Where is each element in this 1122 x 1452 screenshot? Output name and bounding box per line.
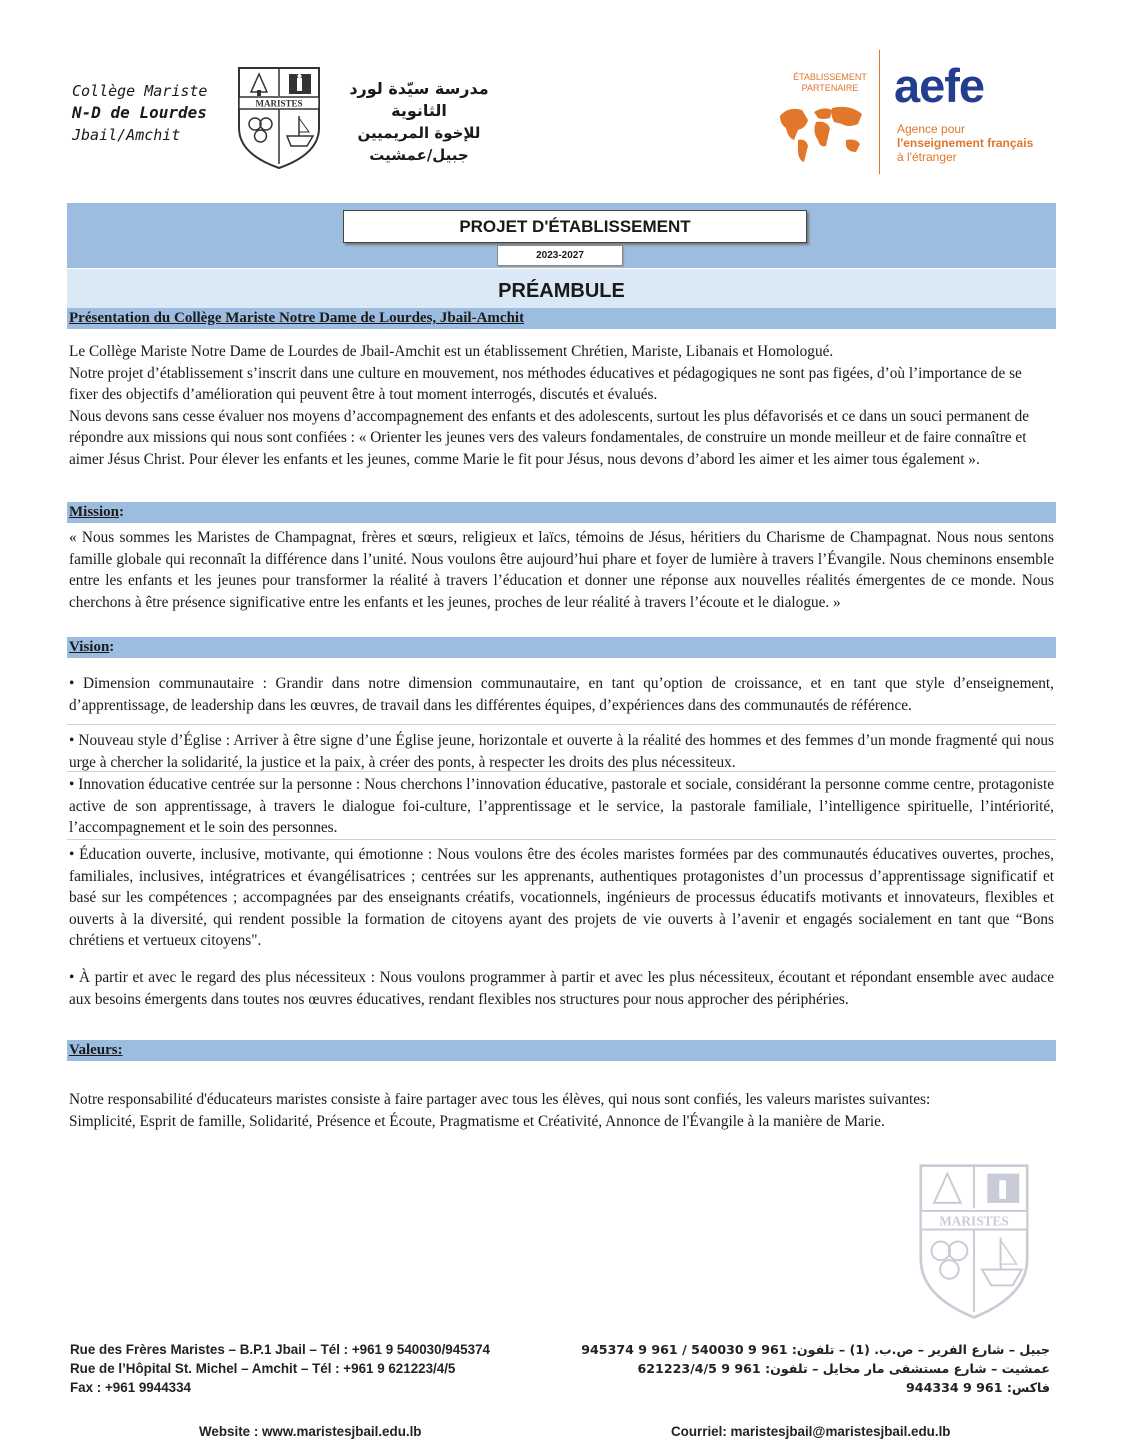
vision-item: • Innovation éducative centrée sur la personne : Nous cherchons l’innovation éducative, pastorale et sociale, considérant la personne comme centre, protagoniste active de son apprentissage, à travers le dialogue foi-culture, l’apprentissage et le service, la pastorale familiale, l’intelligence spirituelle, l’intériorité, l’accompagnement et le soin des personnes. <box>69 776 1054 837</box>
footer-address-fr <box>70 1340 540 1397</box>
presentation-heading: Présentation du Collège Mariste Notre Dame de Lourdes, Jbail-Amchit <box>69 310 525 326</box>
valeurs-bar <box>67 1040 1056 1061</box>
footer-line-ar: جبيل – شارع الفرير – ص.ب. (1) – تلفون: 961 9 540030 / 961 9 945374 <box>581 1342 1050 1357</box>
school-name-ar-line2: للإخوة المريميين <box>357 124 481 142</box>
valeurs-text <box>69 1089 1054 1132</box>
valeurs-heading: Valeurs: <box>69 1042 123 1058</box>
school-name-fr-line1: Collège Mariste <box>72 82 208 100</box>
mission-heading-colon: : <box>119 504 125 520</box>
aefe-partner-line1: ÉTABLISSEMENT <box>793 72 867 82</box>
mission-bar <box>67 502 1056 523</box>
divider <box>67 771 1056 772</box>
mission-text: « Nous sommes les Maristes de Champagnat, frères et sœurs, religieux et laïcs, témoins de Jésus, héritiers du Charisme de Champagnat. Nous nous sentons famille globale qui reconnaît la différence dans l’unité. Nous voulons être aujourd’hui phare et foyer de lumière à travers l’Évangile. Nous cheminons ensemble entre les enfants et les jeunes pour transformer la réalité à travers l’éducation et donner une réponse aux nouvelles réalités émergentes de ce monde. Nous cherchons à être présence significative entre les enfants et les jeunes, proches de leur réalité à travers l’écoute et le dialogue. » <box>69 529 1054 611</box>
watermark-crest-text: MARISTES <box>939 1213 1009 1229</box>
vision-item: • À partir et avec le regard des plus nécessiteux : Nous voulons programmer à partir et avec les plus nécessiteux, écoutant et répondant ensemble avec audace aux besoins émergents dans toutes nos œuvres éducatives, rendant flexibles nos structures pour nous approcher des périphéries. <box>69 969 1054 1008</box>
footer-line: Fax : +961 9944334 <box>70 1380 191 1395</box>
divider <box>67 839 1056 840</box>
aefe-tagline-line2: l'enseignement français <box>897 136 1034 150</box>
school-name-ar-line3: جبيل/عمشيت <box>369 146 469 164</box>
vision-heading-colon: : <box>109 639 115 655</box>
mission-heading-text: Mission <box>69 504 120 520</box>
footer-website-link[interactable]: Website : www.maristesjbail.edu.lb <box>199 1424 422 1439</box>
aefe-separator <box>879 50 880 174</box>
aefe-tagline-line1: Agence pour <box>897 122 966 136</box>
maristes-crest-watermark <box>918 1163 1030 1320</box>
footer-line-ar: فاكس: 961 9 944334 <box>906 1380 1050 1395</box>
vision-heading-text: Vision <box>69 639 110 655</box>
vision-item: • Éducation ouverte, inclusive, motivante, qui émotionne : Nous voulons être des écoles maristes formées par des communautés éducatives ouvertes, proches, familiales, inclusives, intégratrices et évangélisatrices ; centrées sur les apprenants, authentiques protagonistes d’un processus d’apprentissage significatif et basé sur les compétences ; accompagnées par des enseignants créatifs, vocationnels, ingénieurs de processus éducatifs motivants et innovateurs, flexibles et ouverts à la diversité, qui rendent possible la formation de citoyens ayant des projets de vie ouverts à l’avenir et engagés socialement en tant que “Bons chrétiens et vertueux citoyens". <box>69 846 1054 950</box>
aefe-tagline-line3: à l'étranger <box>897 150 957 164</box>
world-map-icon <box>776 100 866 166</box>
footer-line: Rue de l’Hôpital St. Michel – Amchit – Tél : +961 9 621223/4/5 <box>70 1361 456 1376</box>
document-title: PROJET D'ÉTABLISSEMENT <box>343 210 807 243</box>
mission-heading <box>69 502 124 522</box>
presentation-text <box>69 341 1054 471</box>
presentation-paragraph: Le Collège Mariste Notre Dame de Lourdes de Jbail-Amchit est un établissement Chrétien, Mariste, Libanais et Homologué. <box>69 343 834 360</box>
presentation-paragraph: Nous devons sans cesse évaluer nos moyens d’accompagnement des enfants et des adolescents, surtout les plus défavorisés et ce dans un souci permanent de répondre aux missions qui nous sont confiées : « Orienter les jeunes vers des valeurs fondamentales, de construire un monde meilleur et de faire connaître et aimer Jésus Christ. Pour élever les enfants et les jeunes, comme Marie le fit pour Jésus, nous devons d’abord les aimer et les aimer tous également ». <box>69 407 1030 468</box>
vision-heading <box>69 637 114 657</box>
maristes-crest-logo <box>237 66 321 170</box>
school-name-fr-line2: N-D de Lourdes <box>72 103 207 122</box>
vision-item: • Nouveau style d’Église : Arriver à être signe d’une Église jeune, horizontale et ouverte à la réalité des hommes et des femmes d’un monde fragmenté qui nous urge à chercher la solidarité, la justice et la paix, à créer des ponts, à respecter les droits des plus nécessiteux. <box>69 732 1054 771</box>
school-name-ar-line1: مدرسة سيّدة لورد الثانوية <box>349 79 489 120</box>
aefe-tagline <box>897 122 1047 164</box>
aefe-partner-label <box>790 72 870 94</box>
preambule-heading: PRÉAMBULE <box>498 280 625 302</box>
vision-item: • Dimension communautaire : Grandir dans notre dimension communautaire, en tant qu’option de croissance, et en tant que style d’enseignement, d’apprentissage, de leadership dans les œuvres, de travail dans les différentes équipes, d’expériences dans des communautés de référence. <box>69 675 1054 714</box>
school-name-fr-line3: Jbail/Amchit <box>72 126 181 144</box>
divider <box>67 724 1056 725</box>
footer-line: Rue des Frères Maristes – B.P.1 Jbail – Tél : +961 9 540030/945374 <box>70 1342 490 1357</box>
footer-address-ar <box>560 1340 1050 1397</box>
document-years: 2023-2027 <box>497 245 623 266</box>
footer-email-link[interactable]: Courriel: maristesjbail@maristesjbail.edu.lb <box>671 1424 951 1439</box>
school-name-fr <box>72 80 232 146</box>
valeurs-line: Notre responsabilité d'éducateurs maristes consiste à faire partager avec tous les élèves, qui nous sont confiés, les valeurs maristes suivantes: <box>69 1091 931 1108</box>
valeurs-line: Simplicité, Esprit de famille, Solidarité, Présence et Écoute, Pragmatisme et Créativité, Annonce de l'Évangile à la manière de Marie. <box>69 1112 885 1130</box>
crest-text: MARISTES <box>255 98 303 109</box>
school-name-ar <box>330 78 508 166</box>
vision-bar <box>67 637 1056 658</box>
aefe-logo: aefe <box>894 59 985 112</box>
aefe-partner-line2: PARTENAIRE <box>801 83 859 93</box>
presentation-paragraph: Notre projet d’établissement s’inscrit dans une culture en mouvement, nos méthodes éducatives et pédagogiques ne sont pas figées, d’où l’importance de se fixer des objectifs d’amélioration qui peuvent être à tout moment interrogés, discutés et évalués. <box>69 364 1022 404</box>
footer-line-ar: عمشيت – شارع مستشفى مار مخايل – تلفون: 961 9 621223/4/5 <box>637 1361 1050 1376</box>
